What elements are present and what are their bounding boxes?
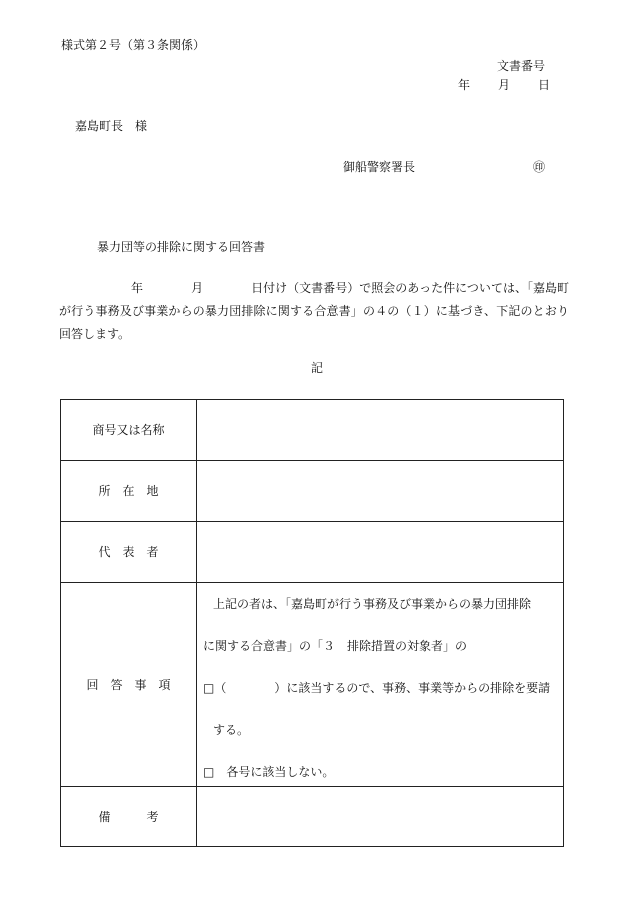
answer-line: □（ ）に該当するので、事務、事業等からの排除を要請 [203,681,551,695]
answer-line: 上記の者は、「嘉島町が行う事務及び事業からの暴力団排除 [213,597,532,611]
remarks-label: 備 考 [61,787,197,847]
sender-name: 御船警察署長 [343,160,416,174]
answer-line: に関する合意書」の「３ 排除措置の対象者」の [203,639,468,653]
representative-value [197,522,564,583]
date-line [458,79,550,91]
remarks-value [197,787,564,847]
address-value [197,461,564,522]
answer-label: 回 答 事 項 [61,583,197,787]
date-year-label: 年 [458,78,471,92]
form-number: 様式第２号（第３条関係） [61,38,206,52]
company-name-label: 商号又は名称 [61,400,197,461]
representative-label: 代 表 者 [61,522,197,583]
answer-line: □ 各号に該当しない。 [203,765,335,779]
date-month-label: 月 [498,78,511,92]
date-day-label: 日 [538,78,551,92]
table-row-remarks [61,787,564,847]
ki-heading: 記 [311,361,324,375]
body-paragraph: 年 月 日付け（文書番号）で照会のあった件については、「嘉島町が行う事務及び事業からの暴力団排除に関する合意書」の４の（１）に基づき、下記のとおり回答します。 [59,281,569,341]
addressee: 嘉島町長 様 [75,119,148,133]
table-row-representative [61,522,564,583]
table-row-answer [61,583,564,787]
document-number-label: 文書番号 [497,59,546,73]
table-row-company-name [61,400,564,461]
company-name-value [197,400,564,461]
document-title: 暴力団等の排除に関する回答書 [97,240,266,254]
address-label: 所 在 地 [61,461,197,522]
answer-table [60,399,564,847]
table-row-address [61,461,564,522]
answer-cell [197,583,564,787]
seal-mark: ㊞ [533,160,546,174]
answer-line: する。 [213,723,250,737]
